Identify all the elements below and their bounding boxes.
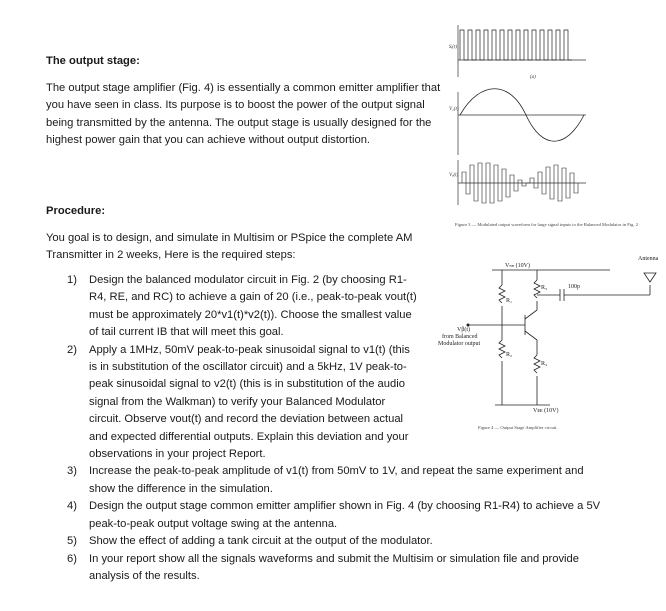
output-stage-heading: The output stage: xyxy=(46,55,140,67)
input-label: Vβ(t) xyxy=(457,327,471,333)
resistor-r2 xyxy=(499,340,505,358)
transistor-collector xyxy=(525,310,537,319)
step-text: Apply a 1MHz, 50mV peak-to-peak sinusoidal signal to v1(t) (this is in substitution of the oscillator circuit) and a 5kHz, 1V peak-to-peak sinusoidal signal to v2(t) (this is in substitution of the audio signal from the Walkman) to verify your Balanced Modulator circuit. Observe vout(t) and record the deviation between actual and expected differential outputs. Explain this deviation and your observations in your project Report. xyxy=(89,343,410,461)
step-number: 3) xyxy=(67,465,77,478)
procedure-step xyxy=(46,342,419,464)
procedure-step xyxy=(46,498,606,533)
step-text: Design the output stage common emitter amplifier shown in Fig. 4 (by choosing R1-R4) to achieve a 5V peak-to-peak output voltage swing at the antenna. xyxy=(89,500,601,530)
procedure-intro: You goal is to design, and simulate in Multisim or PSpice the complete AM Transmitter in 2 weeks, Here is the required steps: xyxy=(46,232,413,262)
procedure-step xyxy=(46,533,606,550)
antenna-symbol xyxy=(644,273,656,282)
vcc-label: Vₙₙ (10V) xyxy=(505,263,530,269)
waveform-label: Vₒ(t) xyxy=(449,173,459,178)
vee-label: Vᴇᴇ (10V) xyxy=(533,408,559,414)
procedure-step xyxy=(46,272,419,342)
step-number: 4) xyxy=(67,500,77,513)
step-number: 2) xyxy=(67,343,77,356)
r2-label: R₂ xyxy=(506,352,513,358)
resistor-r4 xyxy=(534,355,540,373)
procedure-step xyxy=(46,463,606,498)
figure4-caption: Figure 4 — Output Stage Amplifier circuit. xyxy=(478,425,558,430)
procedure-step xyxy=(46,551,606,586)
input-source-label: Modulator output xyxy=(438,341,481,347)
step-number: 1) xyxy=(67,274,77,286)
output-stage-paragraph: The output stage amplifier (Fig. 4) is essentially a common emitter amplifier that you have seen in class. Its purpose is to boost the power of the output signal being transmitted by the antenna. The output stage is usually designed for the highest power gain that you can achieve without output distortion. xyxy=(46,82,441,147)
step-number: 5) xyxy=(67,535,77,548)
waveform-label: (a) xyxy=(530,75,536,80)
antenna-label: Antenna xyxy=(638,256,659,262)
capacitor-label: 100p xyxy=(568,284,580,290)
transistor-emitter xyxy=(525,331,537,340)
step-text: In your report show all the signals waveforms and submit the Multisim or simulation file and provide analysis of the results. xyxy=(89,552,579,582)
waveform-label: V₂(t) xyxy=(449,107,459,112)
r3-label: R₃ xyxy=(541,285,548,291)
r1-label: R₁ xyxy=(506,298,513,304)
figure3-caption: Figure 3 — Modulated output waveform for large signal inputs to the Balanced Modulator in Fig. 2 xyxy=(455,222,638,227)
r4-label: R₄ xyxy=(541,361,548,367)
resistor-r1 xyxy=(499,285,505,303)
figure3-waveforms xyxy=(446,20,586,205)
step-text: Show the effect of adding a tank circuit at the output of the modulator. xyxy=(89,535,433,548)
figure4-circuit xyxy=(440,255,666,445)
step-number: 6) xyxy=(67,552,77,565)
step-text: Increase the peak-to-peak amplitude of v1(t) from 50mV to 1V, and repeat the same experiment and show the difference in the simulation. xyxy=(89,465,584,495)
step-text: Design the balanced modulator circuit in Fig. 2 (by choosing R1-R4, RE, and RC) to achieve a gain of 20 (i.e., peak-to-peak vout(t) must be approximately 20*v1(t)*v2(t)). Choose the smallest value of tail current IB that will meet this goal. xyxy=(89,274,417,339)
procedure-heading: Procedure: xyxy=(46,205,106,217)
input-source-label: from Balanced xyxy=(442,334,478,340)
square-wave xyxy=(460,30,572,60)
waveform-label: Sᵢ(t) xyxy=(449,45,458,50)
